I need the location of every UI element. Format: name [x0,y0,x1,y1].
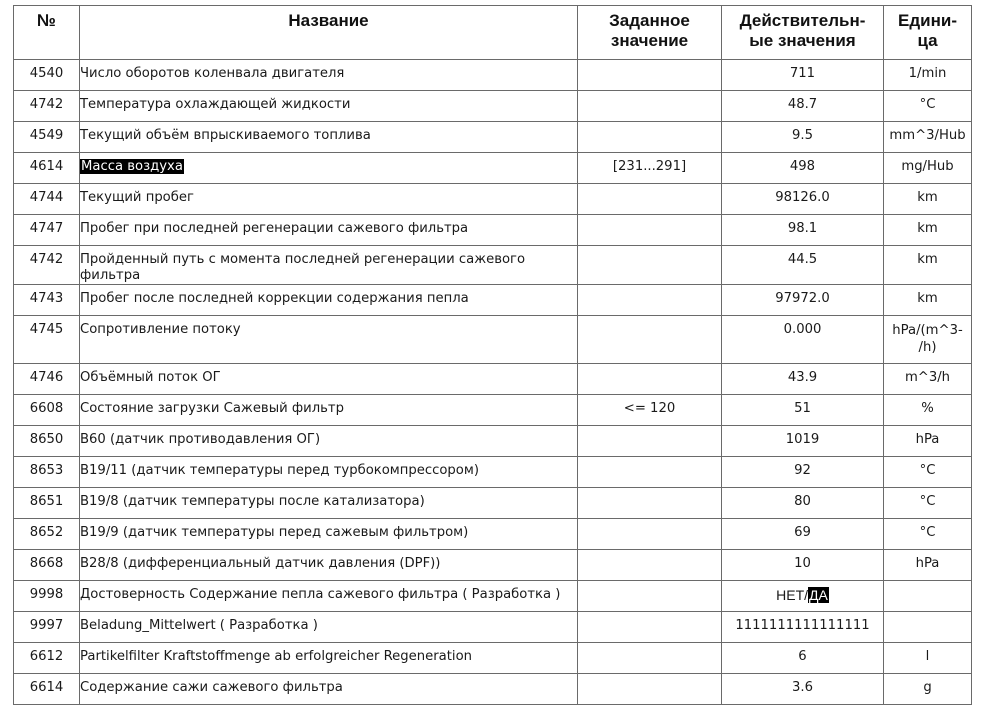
row-actual-value: 80 [722,488,884,519]
row-set-value [578,215,722,246]
row-name [80,153,578,184]
header-set-line2: значение [610,31,689,50]
table-row [14,581,972,612]
row-actual-value: 9.5 [722,122,884,153]
row-unit [884,612,972,643]
row-unit: hPa [884,550,972,581]
table-row [14,395,972,426]
row-actual-value: 498 [722,153,884,184]
row-unit: °C [884,91,972,122]
row-number: 4743 [14,285,80,316]
row-actual-value: 6 [722,643,884,674]
row-unit: l [884,643,972,674]
table-row [14,184,972,215]
row-actual-value: 711 [722,60,884,91]
header-set-line1: Заданное [609,11,690,30]
header-unit-line1: Едини- [898,11,957,30]
row-unit: km [884,215,972,246]
row-number: 8668 [14,550,80,581]
row-actual-value: 44.5 [722,246,884,285]
row-name: B19/9 (датчик температуры перед сажевым фильтром) [80,519,578,550]
row-unit: km [884,184,972,215]
row-actual-value: 92 [722,457,884,488]
header-unit [884,6,972,60]
row-unit: °C [884,457,972,488]
row-unit: g [884,674,972,705]
row-set-value [578,674,722,705]
row-number: 4540 [14,60,80,91]
row-actual-value: 97972.0 [722,285,884,316]
row-name: B19/8 (датчик температуры после катализатора) [80,488,578,519]
row-unit: 1/min [884,60,972,91]
row-name: Число оборотов коленвала двигателя [80,60,578,91]
row-name: Пробег после последней коррекции содержания пепла [80,285,578,316]
header-set-value [578,6,722,60]
row-number: 8651 [14,488,80,519]
row-number: 4614 [14,153,80,184]
row-set-value [578,364,722,395]
row-set-value [578,581,722,612]
table-row [14,550,972,581]
row-set-value [578,643,722,674]
row-unit-line2: /h) [918,340,937,355]
row-number: 4747 [14,215,80,246]
row-set-value: [231...291] [578,153,722,184]
row-actual-value: 48.7 [722,91,884,122]
row-number: 6614 [14,674,80,705]
header-act-line1: Действительн- [739,11,866,30]
row-name: Состояние загрузки Сажевый фильтр [80,395,578,426]
row-number: 4746 [14,364,80,395]
row-name: Содержание сажи сажевого фильтра [80,674,578,705]
row-actual-value: 51 [722,395,884,426]
highlighted-name: Масса воздуха [81,159,183,174]
row-set-value [578,184,722,215]
header-row [14,6,972,60]
row-set-value [578,457,722,488]
header-actual-value [722,6,884,60]
row-actual-value: 98.1 [722,215,884,246]
row-number: 4742 [14,246,80,285]
row-number: 4742 [14,91,80,122]
table-row [14,153,972,184]
row-set-value [578,60,722,91]
value-no: НЕТ/ [776,587,809,603]
row-name: Текущий объём впрыскиваемого топлива [80,122,578,153]
table-row [14,426,972,457]
table-row [14,246,972,285]
header-act-line2: ые значения [749,31,856,50]
row-number: 8650 [14,426,80,457]
row-unit [884,316,972,364]
row-name: Сопротивление потоку [80,316,578,364]
row-actual-value: 43.9 [722,364,884,395]
row-name: Текущий пробег [80,184,578,215]
table-row [14,60,972,91]
row-number: 8653 [14,457,80,488]
table-row [14,316,972,364]
row-set-value: <= 120 [578,395,722,426]
table-row [14,674,972,705]
row-set-value [578,488,722,519]
row-name: B60 (датчик противодавления ОГ) [80,426,578,457]
row-set-value [578,246,722,285]
header-no: № [14,6,80,60]
row-name: Beladung_Mittelwert ( Разработка ) [80,612,578,643]
row-unit: °C [884,519,972,550]
row-number: 6608 [14,395,80,426]
value-yes-highlighted: ДА [809,587,828,603]
row-actual-value: 3.6 [722,674,884,705]
parameters-table [13,5,972,705]
row-set-value [578,519,722,550]
table-row [14,364,972,395]
row-unit-line1: hPa/(m^3- [892,323,963,338]
row-actual-value: 69 [722,519,884,550]
row-number: 9997 [14,612,80,643]
row-name: B28/8 (дифференциальный датчик давления (DPF)) [80,550,578,581]
row-name: Объёмный поток ОГ [80,364,578,395]
row-actual-value [722,581,884,612]
row-unit [884,581,972,612]
row-unit: m^3/h [884,364,972,395]
row-name: Пройденный путь с момента последней регенерации сажевого фильтра [80,246,578,285]
row-unit: km [884,285,972,316]
row-number: 4745 [14,316,80,364]
row-actual-value: 98126.0 [722,184,884,215]
table-row [14,612,972,643]
row-name: Partikelfilter Kraftstoffmenge ab erfolgreicher Regeneration [80,643,578,674]
row-actual-value: 0.000 [722,316,884,364]
row-number: 4549 [14,122,80,153]
row-name: B19/11 (датчик температуры перед турбокомпрессором) [80,457,578,488]
row-unit: hPa [884,426,972,457]
row-unit: mm^3/Hub [884,122,972,153]
row-set-value [578,316,722,364]
row-set-value [578,612,722,643]
row-set-value [578,91,722,122]
row-set-value [578,550,722,581]
row-unit: °C [884,488,972,519]
row-name: Достоверность Содержание пепла сажевого фильтра ( Разработка ) [80,581,578,612]
table-row [14,285,972,316]
table-row [14,643,972,674]
row-unit: mg/Hub [884,153,972,184]
table-row [14,519,972,550]
table-row [14,91,972,122]
row-unit: km [884,246,972,285]
row-name: Пробег при последней регенерации сажевого фильтра [80,215,578,246]
table-row [14,457,972,488]
row-number: 4744 [14,184,80,215]
table-row [14,488,972,519]
row-name: Температура охлаждающей жидкости [80,91,578,122]
table-row [14,122,972,153]
row-number: 9998 [14,581,80,612]
row-unit: % [884,395,972,426]
header-unit-line2: ца [917,31,938,50]
row-actual-value: 1111111111111111 [722,612,884,643]
row-set-value [578,122,722,153]
row-set-value [578,426,722,457]
table-row [14,215,972,246]
row-number: 8652 [14,519,80,550]
row-set-value [578,285,722,316]
header-name: Название [80,6,578,60]
row-actual-value: 10 [722,550,884,581]
row-number: 6612 [14,643,80,674]
row-actual-value: 1019 [722,426,884,457]
